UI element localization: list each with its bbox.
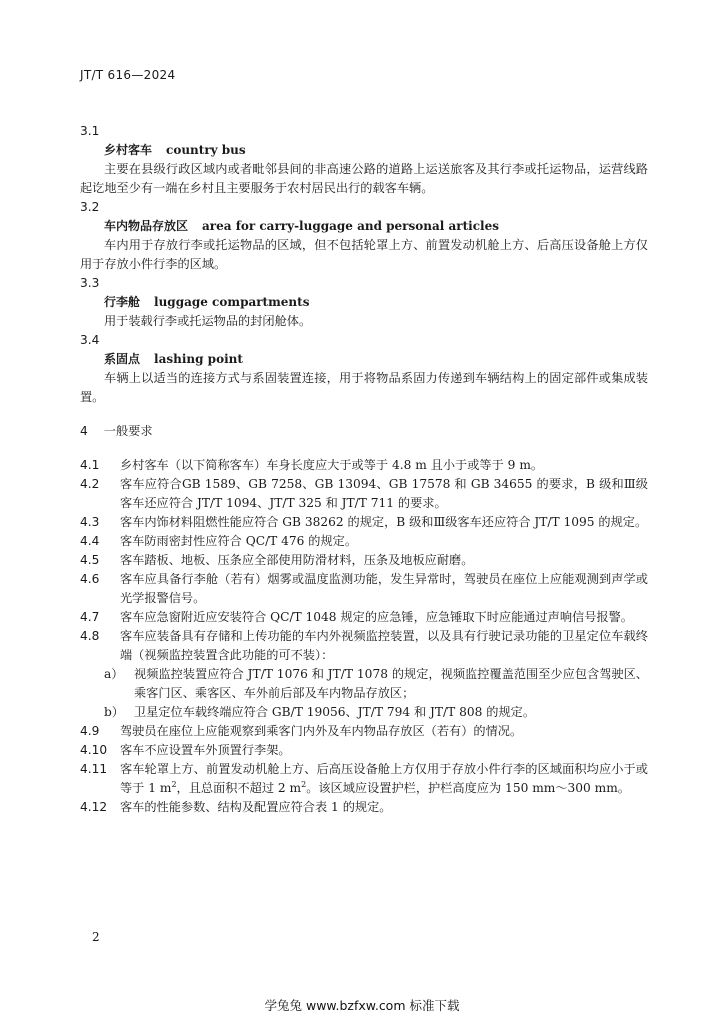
clause-number: 3.2 <box>80 200 100 214</box>
item-text: 客车防雨密封性应符合 QC/T 476 的规定。 <box>120 534 358 548</box>
requirement-item <box>80 722 648 741</box>
item-number: 4.4 <box>80 534 100 548</box>
item-number: 4.2 <box>80 477 100 491</box>
term-chinese: 系固点 <box>104 352 141 366</box>
requirement-item <box>80 456 648 475</box>
term-english: lashing point <box>154 352 243 366</box>
term-chinese: 车内物品存放区 <box>104 219 189 233</box>
item-number: 4.7 <box>80 610 100 624</box>
item-text: 驾驶员在座位上应能观察到乘客门内外及车内物品存放区（若有）的情况。 <box>120 724 523 738</box>
section-title: 一般要求 <box>103 424 153 438</box>
requirement-item <box>80 551 648 570</box>
item-text: 客车内饰材料阻燃性能应符合 GB 38262 的规定，B 级和Ⅲ级客车还应符合 JT/T 1095 的规定。 <box>120 515 648 529</box>
item-number: 4.3 <box>80 515 100 529</box>
clause-number: 3.1 <box>80 124 100 138</box>
item-text: 乡村客车（以下简称客车）车身长度应大于或等于 4.8 m 且小于或等于 9 m。 <box>120 458 544 472</box>
item-number: 4.11 <box>80 762 108 776</box>
requirement-item <box>80 513 648 532</box>
standard-number-header: JT/T 616—2024 <box>80 68 176 82</box>
term-entry <box>80 198 648 274</box>
superscript: 2 <box>171 779 177 789</box>
section-heading <box>80 422 648 441</box>
term-chinese: 乡村客车 <box>104 143 153 157</box>
superscript: 2 <box>301 779 307 789</box>
page-content <box>80 122 648 817</box>
term-english: area for carry-luggage and personal articles <box>202 219 499 233</box>
requirement-item <box>80 741 648 760</box>
sub-item-label: b） <box>104 705 124 719</box>
item-text: 客车应符合GB 1589、GB 7258、GB 13094、GB 17578 和 GB 34655 的要求，B 级和Ⅲ级客车还应符合 JT/T 1094、JT/T 325 和 JT/T 711 的要求。 <box>120 477 648 510</box>
term-english: country bus <box>166 143 246 157</box>
item-number: 4.5 <box>80 553 100 567</box>
item-number: 4.9 <box>80 724 100 738</box>
sub-item-text: 卫星定位车载终端应符合 GB/T 19056、JT/T 794 和 JT/T 808 的规定。 <box>134 705 536 719</box>
item-text-part: 客车轮罩上方、前置发动机舱上方、后高压设备舱上方仅用于存放小件行李的区域面积均应小于或等于 1 m <box>120 762 648 795</box>
term-entry <box>80 331 648 407</box>
item-number: 4.10 <box>80 743 108 757</box>
section-number: 4 <box>80 424 88 438</box>
term-chinese: 行李舱 <box>104 295 141 309</box>
item-text-part: ，且总面积不超过 2 m <box>176 781 302 795</box>
sub-item <box>80 665 648 703</box>
item-number: 4.12 <box>80 800 108 814</box>
page-number: 2 <box>92 930 100 944</box>
term-english: luggage compartments <box>154 295 310 309</box>
requirement-item <box>80 532 648 551</box>
item-text: 客车不应设置车外顶置行李架。 <box>120 743 291 757</box>
sub-item-label: a） <box>104 667 124 681</box>
item-text: 客车应急窗附近应安装符合 QC/T 1048 规定的应急锤，应急锤取下时应能通过声响信号报警。 <box>120 610 633 624</box>
watermark-footer: 学兔兔 www.bzfxw.com 标准下载 <box>264 998 460 1013</box>
term-definition: 车内用于存放行李或托运物品的区域，但不包括轮罩上方、前置发动机舱上方、后高压设备舱上方仅用于存放小件行李的区域。 <box>80 238 648 271</box>
term-heading <box>80 350 648 369</box>
term-definition: 用于装载行李或托运物品的封闭舱体。 <box>104 314 312 328</box>
requirement-item <box>80 608 648 627</box>
sub-item <box>80 703 648 722</box>
term-definition: 主要在县级行政区域内或者毗邻县间的非高速公路的道路上运送旅客及其行李或托运物品，运营线路起讫地至少有一端在乡村且主要服务于农村居民出行的载客车辆。 <box>80 162 648 195</box>
term-heading <box>80 293 648 312</box>
item-text: 客车的性能参数、结构及配置应符合表 1 的规定。 <box>120 800 392 814</box>
requirement-item <box>80 570 648 608</box>
item-text <box>120 760 648 798</box>
term-definition: 车辆上以适当的连接方式与系固装置连接，用于将物品系固力传递到车辆结构上的固定部件或集成装置。 <box>80 371 648 404</box>
item-text: 客车踏板、地板、压条应全部使用防滑材料，压条及地板应耐磨。 <box>120 553 474 567</box>
term-entry <box>80 274 648 331</box>
item-number: 4.1 <box>80 458 100 472</box>
requirement-item <box>80 798 648 817</box>
term-entry <box>80 122 648 198</box>
clause-number: 3.3 <box>80 276 100 290</box>
item-text: 客车应具备行李舱（若有）烟雾或温度监测功能，发生异常时，驾驶员在座位上应能观测到声学或光学报警信号。 <box>120 572 648 605</box>
item-number: 4.8 <box>80 629 100 643</box>
item-text: 客车应装备具有存储和上传功能的车内外视频监控装置，以及具有行驶记录功能的卫星定位车载终端（视频监控装置含此功能的可不装）： <box>120 629 648 662</box>
requirement-item <box>80 627 648 665</box>
term-heading <box>80 141 648 160</box>
requirement-item <box>80 760 648 798</box>
item-number: 4.6 <box>80 572 100 586</box>
item-text-part: 。该区域应设置护栏，护栏高度应为 150 mm～300 mm。 <box>306 781 630 795</box>
term-heading <box>80 217 648 236</box>
requirement-item <box>80 475 648 513</box>
clause-number: 3.4 <box>80 333 100 347</box>
sub-item-text: 视频监控装置应符合 JT/T 1076 和 JT/T 1078 的规定，视频监控覆盖范围至少应包含驾驶区、乘客门区、乘客区、车外前后部及车内物品存放区； <box>134 667 648 700</box>
